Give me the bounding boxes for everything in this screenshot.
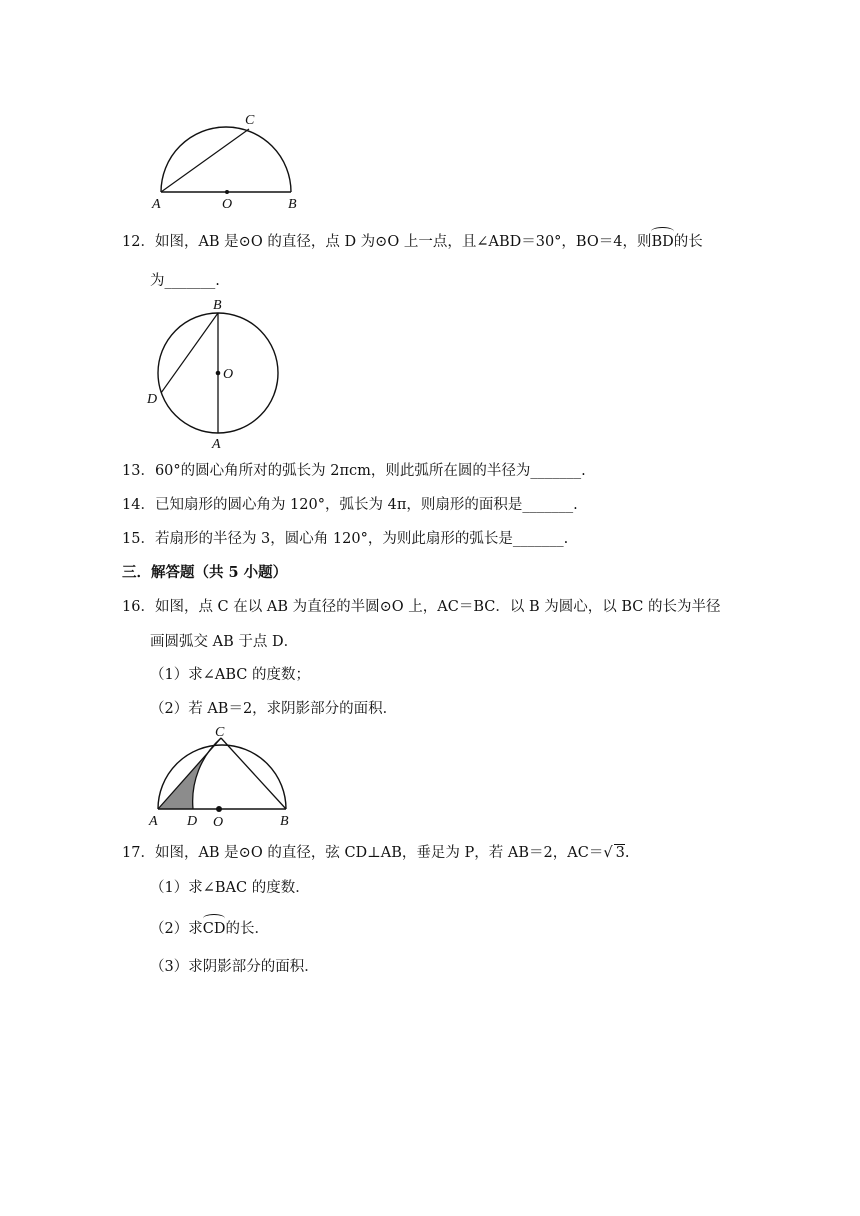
- label-C: C: [245, 113, 255, 128]
- label-B: B: [288, 197, 297, 212]
- arc-BD: BD: [651, 234, 674, 250]
- arc-CD: CD: [202, 921, 226, 937]
- label-B: B: [213, 298, 222, 313]
- sqrt-3: 3: [615, 845, 625, 861]
- q12-line2: 为_______.: [150, 273, 220, 289]
- label-D: D: [147, 392, 158, 407]
- q12-line1: 12．如图，AB 是⊙O 的直径，点 D 为⊙O 上一点，且∠ABD＝30°，BO＝4，则BD的长: [122, 234, 703, 250]
- label-C: C: [215, 726, 225, 740]
- q17-part1: （1）求∠BAC 的度数．: [150, 880, 310, 896]
- q16-part2: （2）若 AB＝2，求阴影部分的面积．: [150, 701, 398, 717]
- q16-part1: （1）求∠ABC 的度数；: [150, 667, 310, 683]
- figure-semicircle-3: [145, 726, 305, 830]
- q17-part2: （2）求CD的长．: [150, 921, 269, 937]
- figure-circle-2: [140, 296, 290, 452]
- q14: 14．已知扇形的圆心角为 120°，弧长为 4π，则扇形的面积是_______.: [122, 497, 578, 513]
- q17-line1: 17．如图，AB 是⊙O 的直径，弦 CD⊥AB，垂足为 P，若 AB＝2，AC＝√ 3.: [122, 845, 630, 861]
- label-A: A: [152, 197, 161, 212]
- figure-semicircle-1: [145, 108, 315, 213]
- label-A: A: [212, 437, 221, 452]
- label-A: A: [149, 814, 158, 829]
- label-O: O: [213, 815, 224, 830]
- label-B: B: [280, 814, 289, 829]
- q15: 15．若扇形的半径为 3，圆心角 120°，为则此扇形的弧长是_______.: [122, 531, 569, 547]
- q16-line2: 画圆弧交 AB 于点 D．: [150, 634, 299, 650]
- label-O: O: [223, 367, 234, 382]
- q16-line1: 16．如图，点 C 在以 AB 为直径的半圆⊙O 上，AC＝BC．以 B 为圆心，以 BC 的长为半径: [122, 599, 721, 615]
- label-O: O: [222, 197, 233, 212]
- section-heading: 三．解答题（共 5 小题）: [122, 564, 288, 581]
- label-D: D: [187, 814, 198, 829]
- q17-part3: （3）求阴影部分的面积．: [150, 959, 319, 975]
- q13: 13．60°的圆心角所对的弧长为 2πcm，则此弧所在圆的半径为_______.: [122, 463, 586, 479]
